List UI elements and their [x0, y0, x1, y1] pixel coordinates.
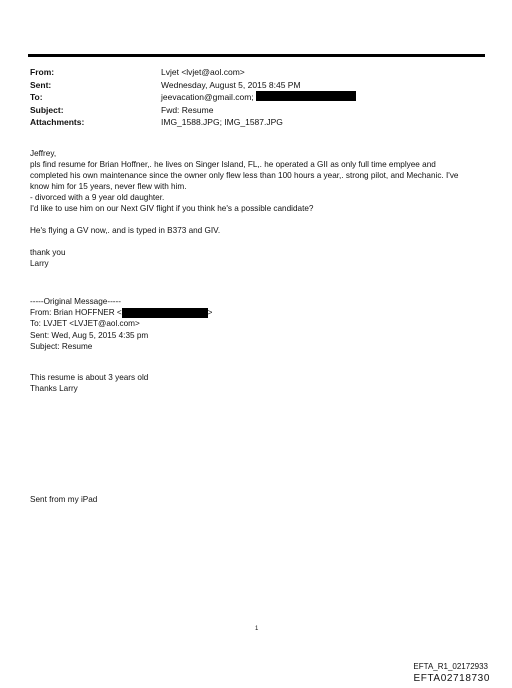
original-message-title: -----Original Message----- [30, 297, 121, 306]
original-sent: Sent: Wed, Aug 5, 2015 4:35 pm [30, 330, 149, 340]
from-value: Lvjet <lvjet@aol.com> [161, 67, 245, 77]
attachments-value: IMG_1588.JPG; IMG_1587.JPG [161, 117, 283, 128]
email-body [30, 148, 470, 269]
resume-note [30, 372, 148, 394]
bates-number: EFTA_R1_02172933 [413, 662, 488, 671]
body-line: pls find resume for Brian Hoffner,. he lives on Singer Island, FL,. he operated a GII as only full time emplyee and [30, 160, 436, 169]
signature: Sent from my iPad [30, 495, 98, 504]
from-row [30, 66, 356, 79]
sender-name: Larry [30, 259, 49, 268]
sent-row [30, 79, 356, 92]
original-from-end: > [207, 308, 213, 318]
redaction-bar [256, 91, 356, 101]
redaction-bar [122, 308, 208, 318]
note-line: Thanks Larry [30, 384, 78, 393]
original-from-row [30, 307, 212, 318]
body-line: completed his own maintenance since the owner only flew less than 100 hours a year,. strong pilot, and Mechanic. I've [30, 171, 459, 180]
to-label: To: [30, 92, 43, 103]
body-line: He's flying a GV now,. and is typed in B373 and GIV. [30, 226, 221, 235]
greeting: Jeffrey, [30, 149, 57, 158]
original-message [30, 296, 212, 352]
closing: thank you [30, 248, 66, 257]
body-line: - divorced with a 9 year old daughter. [30, 193, 165, 202]
subject-value: Fwd: Resume [161, 104, 214, 115]
subject-row [30, 104, 356, 117]
to-value: jeevacation@gmail.com; [161, 92, 254, 103]
bates-number-secondary: EFTA02718730 [413, 673, 490, 684]
note-line: This resume is about 3 years old [30, 373, 149, 382]
to-row [30, 91, 356, 104]
original-from: From: Brian HOFFNER < [30, 308, 122, 318]
email-header [30, 66, 356, 129]
header-rule [28, 54, 485, 57]
page-number: 1 [255, 626, 259, 632]
original-subject: Subject: Resume [30, 341, 93, 351]
attachments-row [30, 116, 356, 129]
sent-label: Sent: [30, 79, 52, 90]
body-line: know him for 15 years, never flew with him. [30, 182, 187, 191]
subject-label: Subject: [30, 104, 64, 115]
original-to: To: LVJET <LVJET@aol.com> [30, 319, 140, 329]
sent-value: Wednesday, August 5, 2015 8:45 PM [161, 79, 301, 90]
from-label: From: [30, 67, 55, 77]
body-line: I'd like to use him on our Next GIV flight if you think he's a possible candidate? [30, 204, 314, 213]
attachments-label: Attachments: [30, 117, 85, 128]
